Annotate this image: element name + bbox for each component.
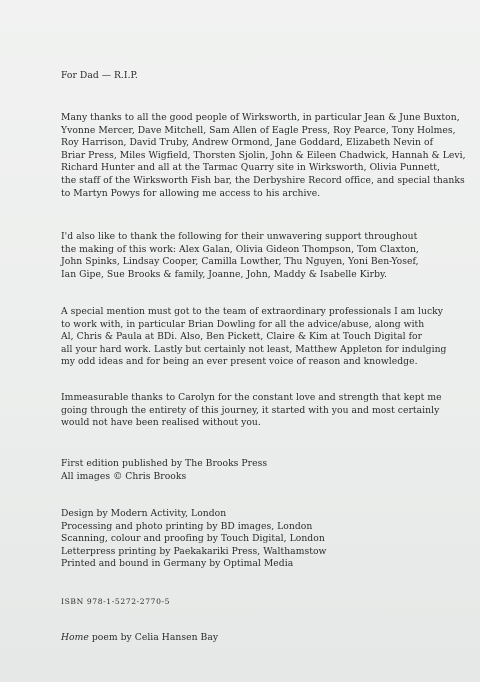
poem-author-text: poem by Celia Hansen Bay bbox=[88, 632, 219, 643]
acknowledgements-paragraph-3 bbox=[61, 306, 447, 369]
text-line: all your hard work. Lastly but certainly not least, Matthew Appleton for indulging bbox=[61, 343, 447, 355]
text-line: would not have been realised without you. bbox=[61, 417, 261, 429]
acknowledgements-paragraph-2 bbox=[61, 231, 431, 281]
text-line: going through the entirety of this journey, it started with you and most certainly bbox=[61, 404, 440, 416]
dedication-line: For Dad — R.I.P. bbox=[61, 70, 138, 81]
acknowledgements-paragraph-4 bbox=[61, 392, 442, 430]
text-line: the staff of the Wirksworth Fish bar, the Derbyshire Record office, and special thanks bbox=[61, 174, 465, 186]
text-line: A special mention must got to the team of extraordinary professionals I am lucky bbox=[61, 306, 444, 317]
text-line: to Martyn Powys for allowing me access to his archive. bbox=[61, 187, 321, 199]
text-line: Many thanks to all the good people of Wirksworth, in particular Jean & June Buxton, bbox=[61, 112, 460, 123]
copyright-line: All images © Chris Brooks bbox=[61, 470, 187, 482]
credit-line: Processing and photo printing by BD images, London bbox=[61, 520, 313, 532]
poem-title: Home bbox=[61, 632, 89, 643]
text-line: to work with, in particular Brian Dowling for all the advice/abuse, along with bbox=[61, 318, 425, 330]
production-credits bbox=[61, 508, 431, 571]
text-line: I'd also like to thank the following for their unwavering support throughout bbox=[61, 231, 418, 242]
text-line: Yvonne Mercer, Dave Mitchell, Sam Allen of Eagle Press, Roy Pearce, Tony Holmes, bbox=[61, 124, 456, 136]
text-line: the making of this work: Alex Galan, Olivia Gideon Thompson, Tom Claxton, bbox=[61, 243, 419, 255]
text-line: Richard Hunter and all at the Tarmac Quarry site in Wirksworth, Olivia Punnett, bbox=[61, 162, 440, 174]
text-line: Briar Press, Miles Wigfield, Thorsten Sjolin, John & Eileen Chadwick, Hannah & Levi, bbox=[61, 149, 466, 161]
text-line: my odd ideas and for being an ever present voice of reason and knowledge. bbox=[61, 356, 418, 368]
text-line: Roy Harrison, David Truby, Andrew Ormond, Jane Goddard, Elizabeth Nevin of bbox=[61, 137, 434, 149]
poem-credit bbox=[61, 632, 431, 645]
credit-line: Scanning, colour and proofing by Touch Digital, London bbox=[61, 533, 325, 545]
dedication bbox=[61, 70, 431, 83]
acknowledgements-paragraph-1 bbox=[61, 112, 466, 200]
credit-line: Letterpress printing by Paekakariki Press, Walthamstow bbox=[61, 545, 327, 557]
poem-credit-line bbox=[61, 632, 431, 645]
credit-line: Design by Modern Activity, London bbox=[61, 508, 227, 519]
edition-line: First edition published by The Brooks Press bbox=[61, 458, 268, 469]
isbn bbox=[61, 596, 431, 609]
text-line: Ian Gipe, Sue Brooks & family, Joanne, John, Maddy & Isabelle Kirby. bbox=[61, 268, 388, 280]
text-line: Immeasurable thanks to Carolyn for the constant love and strength that kept me bbox=[61, 392, 442, 403]
isbn-line: ISBN 978-1-5272-2770-5 bbox=[61, 597, 171, 606]
text-line: Al, Chris & Paula at BDi. Also, Ben Pickett, Claire & Kim at Touch Digital for bbox=[61, 331, 423, 343]
text-line: John Spinks, Lindsay Cooper, Camilla Lowther, Thu Nguyen, Yoni Ben-Yosef, bbox=[61, 256, 419, 268]
edition-info bbox=[61, 458, 431, 483]
credit-line: Printed and bound in Germany by Optimal Media bbox=[61, 558, 294, 570]
